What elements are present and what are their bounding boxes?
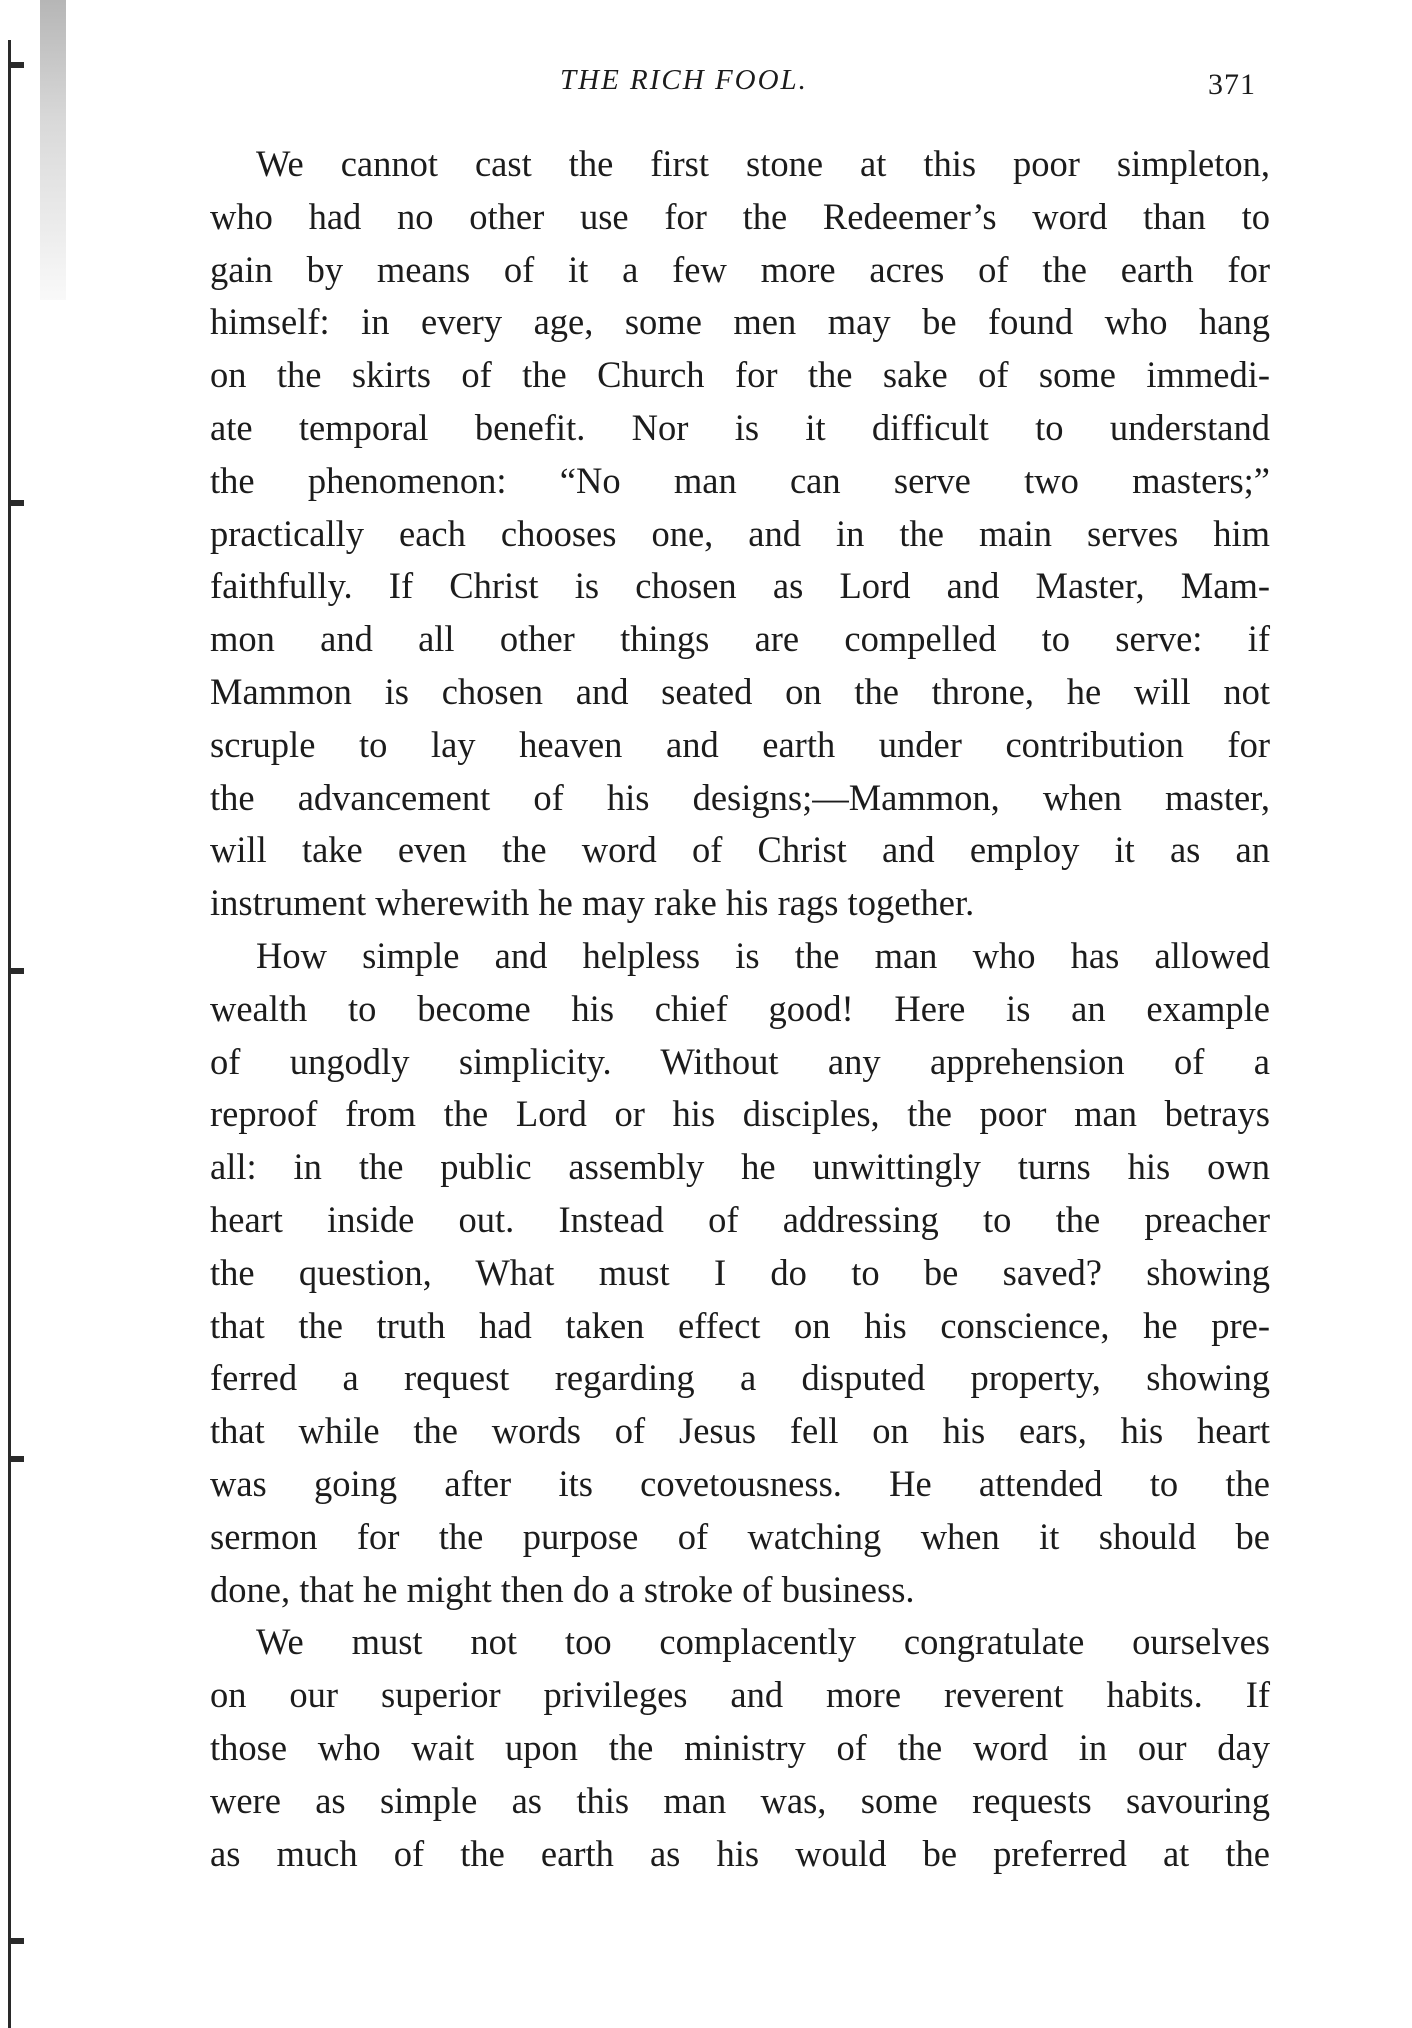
paragraph — [210, 1616, 1270, 1880]
text-line: will take even the word of Christ and employ it as an — [210, 829, 1270, 871]
paragraph — [210, 138, 1270, 930]
text-line: were as simple as this man was, some requests savouring — [210, 1779, 1270, 1821]
text-line: reproof from the Lord or his disciples, the poor man betrays — [210, 1093, 1270, 1135]
binding-shadow — [40, 0, 66, 300]
text-line: scruple to lay heaven and earth under contribution for — [210, 723, 1270, 765]
binding-edge — [8, 40, 14, 2028]
text-line: mon and all other things are compelled to serve: if — [210, 618, 1270, 660]
text-line: gain by means of it a few more acres of the earth for — [210, 248, 1270, 290]
text-line: who had no other use for the Redeemer’s word than to — [210, 195, 1270, 237]
text-line: as much of the earth as his would be preferred at the — [210, 1832, 1270, 1874]
paragraph — [210, 930, 1270, 1616]
text-line: We must not too complacently congratulate ourselves — [256, 1621, 1270, 1663]
text-line: the question, What must I do to be saved? showing — [210, 1251, 1270, 1293]
text-line: ate temporal benefit. Nor is it difficult to understand — [210, 406, 1270, 448]
text-line: that the truth had taken effect on his conscience, he pre- — [210, 1304, 1270, 1346]
text-line: heart inside out. Instead of addressing to the preacher — [210, 1198, 1270, 1240]
text-line: instrument wherewith he may rake his rags together. — [210, 882, 975, 924]
text-line: done, that he might then do a stroke of business. — [210, 1568, 915, 1610]
text-line: the advancement of his designs;—Mammon, when master, — [210, 776, 1270, 818]
text-line: ferred a request regarding a disputed property, showing — [210, 1357, 1270, 1399]
binding-mark — [8, 1456, 24, 1462]
text-line: the phenomenon: “No man can serve two masters;” — [210, 459, 1270, 501]
text-line: on the skirts of the Church for the sake of some immedi- — [210, 354, 1270, 396]
running-title: THE RICH FOOL. — [560, 64, 808, 96]
text-line: sermon for the purpose of watching when it should be — [210, 1515, 1270, 1557]
text-line: those who wait upon the ministry of the word in our day — [210, 1726, 1270, 1768]
text-line: practically each chooses one, and in the main serves him — [210, 512, 1270, 554]
text-line: faithfully. If Christ is chosen as Lord and Master, Mam- — [210, 565, 1270, 607]
text-line: wealth to become his chief good! Here is an example — [210, 987, 1270, 1029]
text-line: that while the words of Jesus fell on his ears, his heart — [210, 1410, 1270, 1452]
page-number: 371 — [1208, 68, 1256, 101]
text-line: We cannot cast the first stone at this poor simpleton, — [256, 143, 1270, 184]
text-line: all: in the public assembly he unwittingly turns his own — [210, 1146, 1270, 1188]
text-line: How simple and helpless is the man who has allowed — [256, 934, 1270, 976]
text-line: Mammon is chosen and seated on the throne, he will not — [210, 670, 1270, 712]
text-line: on our superior privileges and more reverent habits. If — [210, 1674, 1270, 1716]
binding-mark — [8, 500, 24, 506]
binding-mark — [8, 1938, 24, 1944]
text-line: himself: in every age, some men may be found who hang — [210, 301, 1270, 343]
running-head — [0, 64, 1412, 104]
text-line: was going after its covetousness. He attended to the — [210, 1462, 1270, 1504]
body-text — [210, 138, 1270, 1880]
binding-mark — [8, 968, 24, 974]
text-line: of ungodly simplicity. Without any apprehension of a — [210, 1040, 1270, 1082]
